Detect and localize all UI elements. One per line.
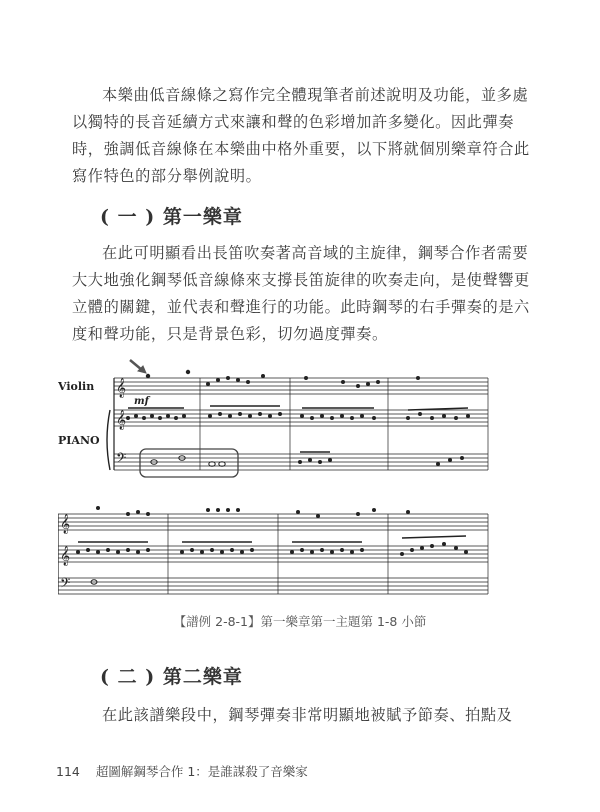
- page-number: 114: [56, 764, 80, 779]
- section-heading-second-movement: ( 二 ) 第二樂章: [100, 666, 243, 688]
- music-score-example: [58, 352, 494, 607]
- second-movement-paragraph: [72, 702, 540, 729]
- music-score-image: [58, 352, 494, 607]
- intro-text: 本樂曲低音線條之寫作完全體現筆者前述說明及功能，並多處以獨特的長音延續方式來讓和聲的色彩增加許多變化。因此彈奏時，強調低音線條在本樂曲中格外重要，以下將就個別樂章符合此寫作特色的部分舉例說明。: [72, 86, 530, 185]
- dynamic-marking: mf: [134, 396, 149, 407]
- piano-label: PIANO: [58, 434, 100, 447]
- svg-text:𝄢: 𝄢: [116, 450, 127, 469]
- violin-label: Violin: [58, 380, 95, 393]
- svg-text:𝄞: 𝄞: [60, 514, 71, 534]
- svg-text:𝄞: 𝄞: [116, 378, 127, 398]
- svg-text:𝄞: 𝄞: [116, 410, 127, 430]
- book-title: 超圖解鋼琴合作 1：是誰謀殺了音樂家: [95, 764, 308, 779]
- violin-staff: [114, 378, 488, 394]
- svg-text:𝄞: 𝄞: [60, 546, 71, 566]
- svg-text:𝄢: 𝄢: [60, 575, 71, 594]
- section-heading-first-movement: ( 一 ) 第一樂章: [100, 206, 243, 228]
- page-footer: [56, 762, 308, 780]
- first-movement-paragraph: [72, 240, 540, 348]
- score-caption: 【譜例 2-8-1】第一樂章第一主題第 1-8 小節: [173, 614, 427, 629]
- system-2: [58, 514, 488, 594]
- intro-paragraph: [72, 82, 540, 190]
- second-movement-text: 在此該譜樂段中，鋼琴彈奏非常明顯地被賦予節奏、拍點及: [102, 706, 513, 724]
- first-movement-text: 在此可明顯看出長笛吹奏著高音域的主旋律，鋼琴合作者需要大大地強化鋼琴低音線條來支撐長笛旋律的吹奏走向，是使聲響更立體的關鍵，並代表和聲進行的功能。此時鋼琴的右手彈奏的是六度和聲功能，只是背景色彩，切勿過度彈奏。: [72, 244, 530, 343]
